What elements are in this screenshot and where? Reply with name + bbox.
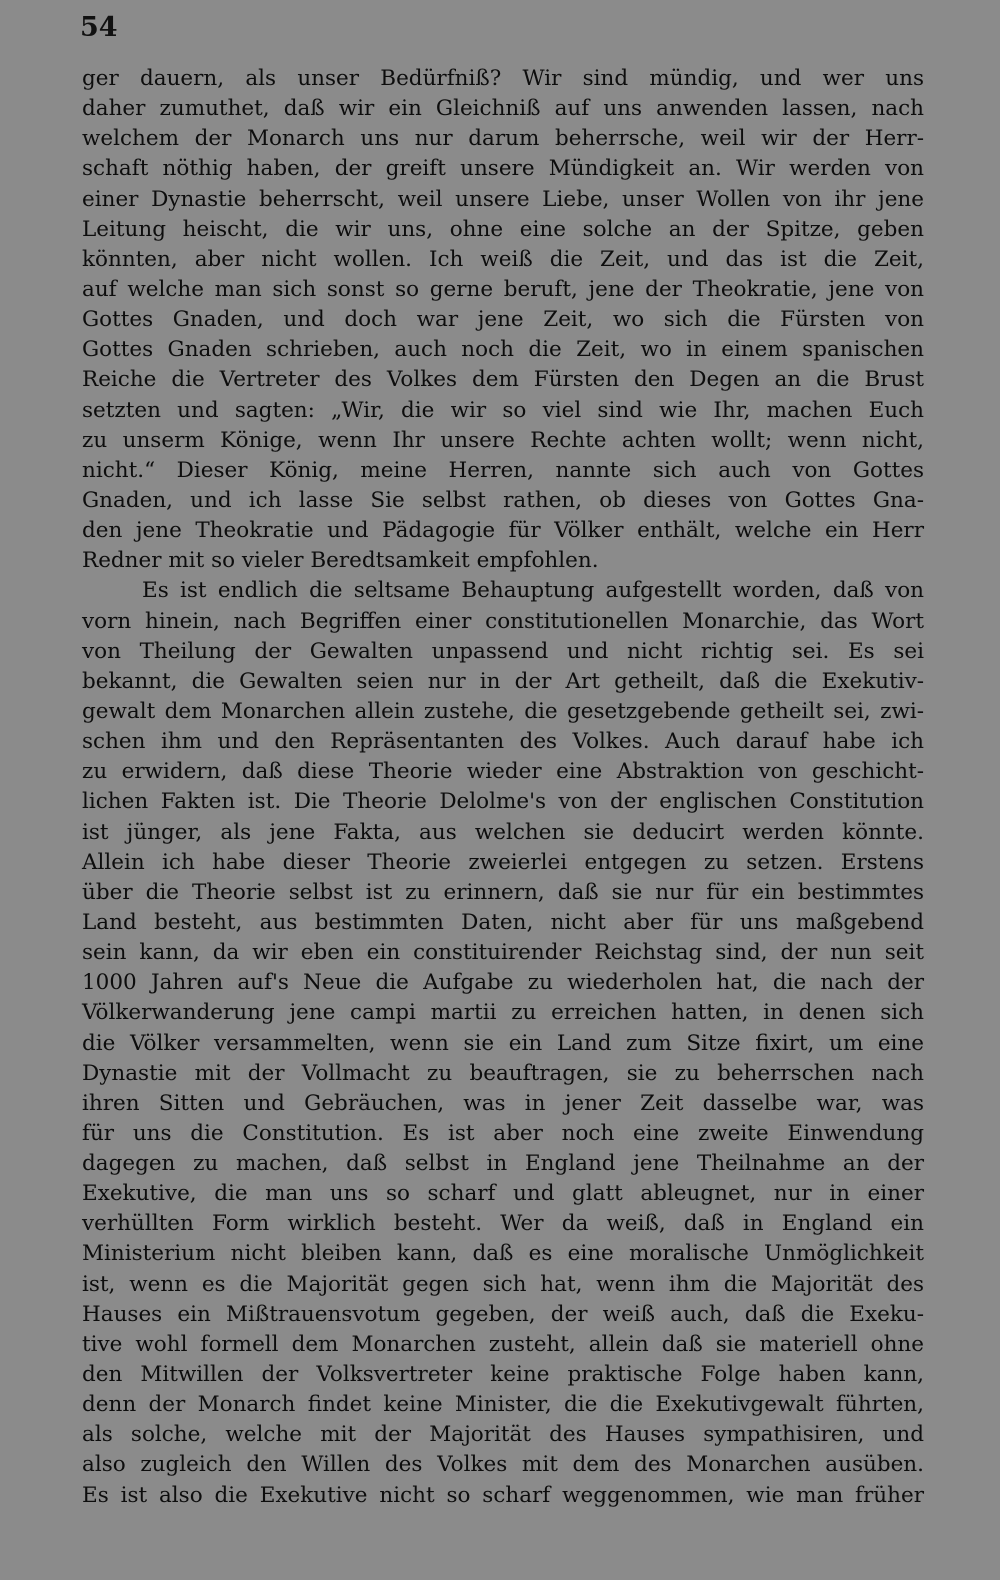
text-line: den jene Theokratie und Pädagogie für Völker enthält, welche ein Herr	[82, 518, 924, 544]
text-line: Völkerwanderung jene campi martii zu erreichen hatten, in denen sich	[82, 1000, 924, 1026]
text-line: Dynastie mit der Vollmacht zu beauftragen, sie zu beherrschen nach	[82, 1060, 924, 1086]
text-line: die Völker versammelten, wenn sie ein Land zum Sitze fixirt, um eine	[82, 1030, 924, 1056]
text-line: auf welche man sich sonst so gerne beruft, jene der Theokratie, jene von	[82, 276, 924, 302]
text-line: ihren Sitten und Gebräuchen, was in jener Zeit dasselbe war, was	[82, 1090, 924, 1116]
text-line: bekannt, die Gewalten seien nur in der Art getheilt, daß die Exekutiv-	[82, 668, 924, 694]
text-line: Gottes Gnaden, und doch war jene Zeit, wo sich die Fürsten von	[82, 307, 924, 333]
text-line: Gottes Gnaden schrieben, auch noch die Zeit, wo in einem spanischen	[82, 337, 924, 363]
text-line: daher zumuthet, daß wir ein Gleichniß auf uns anwenden lassen, nach	[82, 96, 924, 122]
text-line: Ministerium nicht bleiben kann, daß es eine moralische Unmöglichkeit	[82, 1241, 924, 1267]
text-line: denn der Monarch findet keine Minister, die die Exekutivgewalt führten,	[82, 1392, 924, 1418]
text-line: Land besteht, aus bestimmten Daten, nicht aber für uns maßgebend	[82, 909, 924, 935]
text-line: 1000 Jahren auf's Neue die Aufgabe zu wiederholen hat, die nach der	[82, 970, 924, 996]
text-line: könnten, aber nicht wollen. Ich weiß die Zeit, und das ist die Zeit,	[82, 246, 924, 272]
body-text	[82, 64, 924, 1511]
page-number: 54	[80, 12, 118, 43]
text-line: zu unserm Könige, wenn Ihr unsere Rechte achten wollt; wenn nicht,	[82, 427, 924, 453]
text-line: welchem der Monarch uns nur darum beherrsche, weil wir der Herr-	[82, 126, 924, 152]
text-line: Redner mit so vieler Beredtsamkeit empfohlen.	[82, 548, 599, 574]
text-line: verhüllten Form wirklich besteht. Wer da weiß, daß in England ein	[82, 1211, 924, 1237]
text-line: ist, wenn es die Majorität gegen sich hat, wenn ihm die Majorität des	[82, 1271, 924, 1297]
text-line: über die Theorie selbst ist zu erinnern, daß sie nur für ein bestimmtes	[82, 879, 924, 905]
text-line: Exekutive, die man uns so scharf und glatt ableugnet, nur in einer	[82, 1181, 924, 1207]
text-line: lichen Fakten ist. Die Theorie Delolme's von der englischen Constitution	[82, 789, 924, 815]
text-line: zu erwidern, daß diese Theorie wieder eine Abstraktion von geschicht-	[82, 759, 924, 785]
text-line: nicht.“ Dieser König, meine Herren, nannte sich auch von Gottes	[82, 457, 924, 483]
text-line: ger dauern, als unser Bedürfniß? Wir sind mündig, und wer uns	[82, 66, 924, 91]
text-line: einer Dynastie beherrscht, weil unsere Liebe, unser Wollen von ihr jene	[82, 186, 924, 212]
text-line: Gnaden, und ich lasse Sie selbst rathen, ob dieses von Gottes Gna-	[82, 487, 924, 513]
text-line: Es ist also die Exekutive nicht so scharf weggenommen, wie man früher	[82, 1482, 924, 1508]
text-line: von Theilung der Gewalten unpassend und nicht richtig sei. Es sei	[82, 638, 924, 664]
text-line: dagegen zu machen, daß selbst in England jene Theilnahme an der	[82, 1151, 924, 1177]
text-line: gewalt dem Monarchen allein zustehe, die gesetzgebende getheilt sei, zwi-	[82, 698, 924, 724]
text-line: schaft nöthig haben, der greift unsere Mündigkeit an. Wir werden von	[82, 156, 924, 182]
text-line: Allein ich habe dieser Theorie zweierlei entgegen zu setzen. Erstens	[82, 849, 924, 875]
text-line: Es ist endlich die seltsame Behauptung aufgestellt worden, daß von	[142, 578, 924, 604]
text-line: als solche, welche mit der Majorität des Hauses sympathisiren, und	[82, 1422, 924, 1448]
text-line: sein kann, da wir eben ein constituirender Reichstag sind, der nun seit	[82, 940, 924, 966]
text-line: Hauses ein Mißtrauensvotum gegeben, der weiß auch, daß die Exeku-	[82, 1301, 924, 1327]
text-line: für uns die Constitution. Es ist aber noch eine zweite Einwendung	[82, 1120, 924, 1146]
text-line: den Mitwillen der Volksvertreter keine praktische Folge haben kann,	[82, 1362, 924, 1388]
text-line: ist jünger, als jene Fakta, aus welchen sie deducirt werden könnte.	[82, 819, 924, 845]
text-line: tive wohl formell dem Monarchen zusteht, allein daß sie materiell ohne	[82, 1331, 924, 1357]
text-line: setzten und sagten: „Wir, die wir so viel sind wie Ihr, machen Euch	[82, 397, 924, 423]
text-line: Leitung heischt, die wir uns, ohne eine solche an der Spitze, geben	[82, 216, 924, 242]
text-line: Reiche die Vertreter des Volkes dem Fürsten den Degen an die Brust	[82, 367, 924, 393]
text-line: also zugleich den Willen des Volkes mit dem des Monarchen ausüben.	[82, 1452, 924, 1478]
text-line: vorn hinein, nach Begriffen einer constitutionellen Monarchie, das Wort	[82, 608, 924, 634]
text-line: schen ihm und den Repräsentanten des Volkes. Auch darauf habe ich	[82, 729, 924, 755]
